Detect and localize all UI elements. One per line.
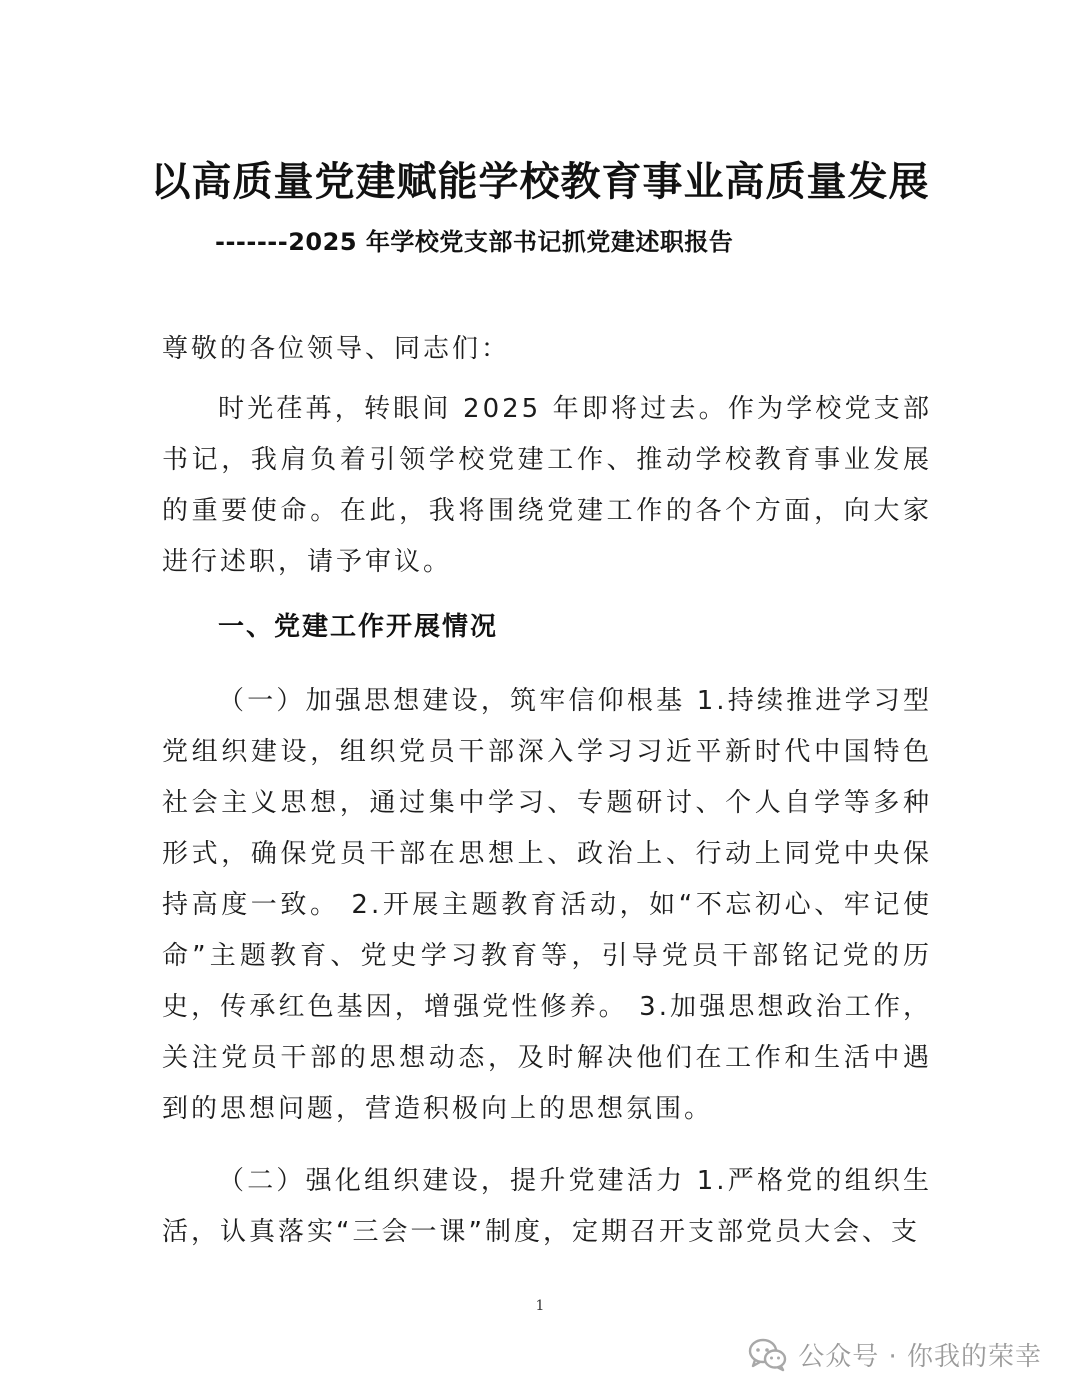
wechat-icon xyxy=(748,1338,788,1372)
paragraph-organizational-building: （二）强化组织建设，提升党建活力 1.严格党的组织生活，认真落实“三会一课”制度，定期召开支部党员大会、支 xyxy=(162,1166,932,1247)
section-heading: 一、党建工作开展情况 xyxy=(218,612,499,642)
page-number: 1 xyxy=(535,1298,545,1314)
greeting: 尊敬的各位领导、同志们： xyxy=(162,334,511,364)
paragraph-ideological-building: （一）加强思想建设，筑牢信仰根基 1.持续推进学习型党组织建设，组织党员干部深入学习习近平新时代中国特色社会主义思想，通过集中学习、专题研讨、个人自学等多种形式，确保党员干部在思想上、政治上、行动上同党中央保持高度一致。 2.开展主题教育活动，如“不忘初心、牢记使命”主题教育、党史学习教育等，引导党员干部铭记党的历史，传承红色基因，增强党性修养。 3.加强思想政治工作，关注党员干部的思想动态，及时解决他们在工作和生活中遇到的思想问题，营造积极向上的思想氛围。 xyxy=(162,686,932,1124)
document-subtitle: -------2025 年学校党支部书记抓党建述职报告 xyxy=(215,228,734,256)
document-title: 以高质量党建赋能学校教育事业高质量发展 xyxy=(150,158,930,205)
watermark xyxy=(748,1336,1042,1373)
watermark-text: 公众号 · 你我的荣幸 xyxy=(798,1342,1042,1372)
paragraph-intro: 时光荏苒，转眼间 2025 年即将过去。作为学校党支部书记，我肩负着引领学校党建工作、推动学校教育事业发展的重要使命。在此，我将围绕党建工作的各个方面，向大家进行述职，请予审议。 xyxy=(162,394,932,577)
